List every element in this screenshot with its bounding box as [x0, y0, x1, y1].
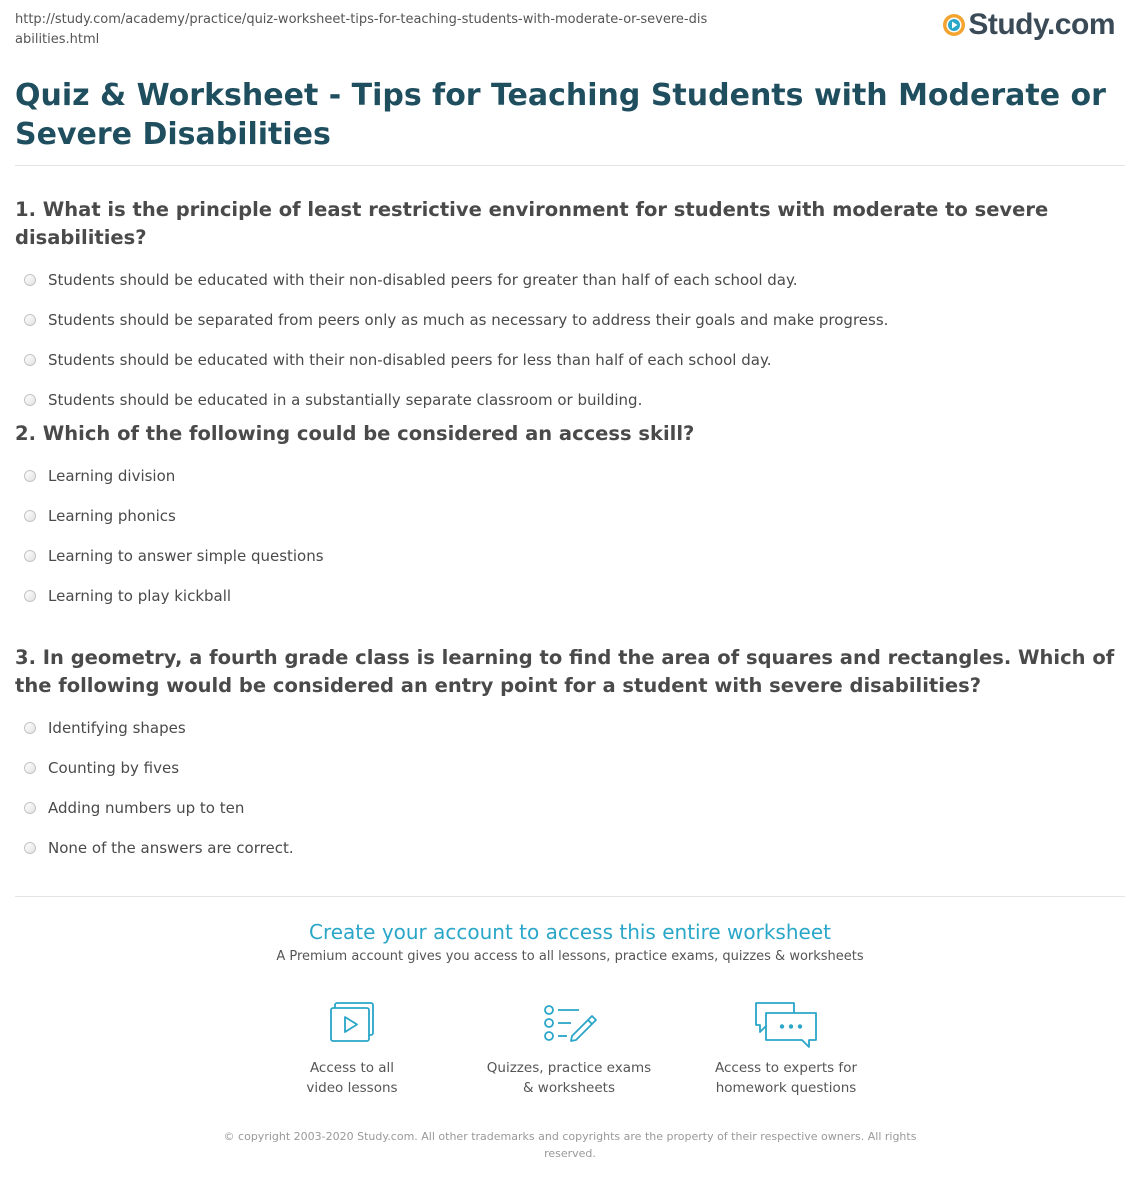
cta-subtitle: A Premium account gives you access to all lessons, practice exams, quizzes & worksheets: [276, 949, 864, 964]
answer-text: Learning to answer simple questions: [48, 547, 324, 565]
answer-text: Adding numbers up to ten: [48, 799, 245, 817]
radio-button[interactable]: [24, 274, 36, 286]
answer-option[interactable]: [15, 576, 1130, 616]
feature-label-line: Access to all: [309, 1060, 395, 1076]
feature-experts: [686, 1000, 886, 1098]
answer-text: Students should be educated with their non-disabled peers for greater than half of each school day.: [48, 271, 798, 289]
answer-text: Learning phonics: [48, 507, 176, 525]
answer-list: [15, 456, 1130, 616]
page-url[interactable]: http://study.com/academy/practice/quiz-worksheet-tips-for-teaching-students-with-moderate-or-severe-disabilities.html: [15, 12, 708, 47]
radio-button[interactable]: [24, 762, 36, 774]
play-logo-icon: [942, 13, 966, 37]
answer-text: Counting by fives: [48, 759, 180, 777]
answer-option[interactable]: [15, 788, 1130, 828]
radio-button[interactable]: [24, 550, 36, 562]
answer-list: [15, 260, 1130, 420]
study-logo[interactable]: [942, 10, 1115, 40]
radio-button[interactable]: [24, 470, 36, 482]
answer-text: Students should be educated with their non-disabled peers for less than half of each school day.: [48, 351, 772, 369]
answer-option[interactable]: [15, 380, 1130, 420]
answer-text: None of the answers are correct.: [48, 839, 294, 857]
question-2: [15, 420, 1130, 616]
answer-option[interactable]: [15, 708, 1130, 748]
copyright-footer: © copyright 2003-2020 Study.com. All other trademarks and copyrights are the property of their respective owners. All rights reserved.: [223, 1130, 917, 1160]
answer-option[interactable]: [15, 536, 1130, 576]
question-text: 3. In geometry, a fourth grade class is learning to find the area of squares and rectangles. Which of the following would be considered an entry point for a student with severe disabilities?: [15, 646, 1115, 697]
answer-text: Learning to play kickball: [48, 587, 232, 605]
answer-list: [15, 708, 1130, 868]
cta-title-link[interactable]: Create your account to access this entire worksheet: [309, 920, 831, 944]
signup-cta: [0, 916, 1140, 966]
radio-button[interactable]: [24, 842, 36, 854]
radio-button[interactable]: [24, 394, 36, 406]
answer-text: Identifying shapes: [48, 719, 186, 737]
feature-video-lessons: [252, 1000, 452, 1098]
answer-text: Learning division: [48, 467, 176, 485]
answer-option[interactable]: [15, 828, 1130, 868]
logo-text: Study.com: [968, 8, 1115, 41]
quiz-checklist-icon: [539, 1000, 599, 1046]
radio-button[interactable]: [24, 802, 36, 814]
feature-quizzes: [469, 1000, 669, 1098]
answer-option[interactable]: [15, 260, 1130, 300]
feature-label-line: homework questions: [715, 1080, 857, 1096]
answer-option[interactable]: [15, 300, 1130, 340]
radio-button[interactable]: [24, 314, 36, 326]
feature-label-line: & worksheets: [522, 1080, 615, 1096]
answer-option[interactable]: [15, 456, 1130, 496]
feature-label-line: video lessons: [306, 1080, 398, 1096]
answer-text: Students should be educated in a substantially separate classroom or building.: [48, 391, 643, 409]
radio-button[interactable]: [24, 722, 36, 734]
radio-button[interactable]: [24, 510, 36, 522]
question-3: [15, 644, 1130, 868]
answer-option[interactable]: [15, 748, 1130, 788]
feature-label-line: Access to experts for: [714, 1060, 857, 1076]
question-text: 2. Which of the following could be considered an access skill?: [15, 422, 695, 445]
page-header: [15, 10, 1125, 58]
answer-option[interactable]: [15, 340, 1130, 380]
answer-text: Students should be separated from peers only as much as necessary to address their goals and make progress.: [48, 311, 889, 329]
video-lessons-icon: [326, 1000, 378, 1046]
question-text: 1. What is the principle of least restrictive environment for students with moderate to severe disabilities?: [15, 198, 1049, 249]
answer-option[interactable]: [15, 496, 1130, 536]
page-title: Quiz & Worksheet - Tips for Teaching Students with Moderate or Severe Disabilities: [15, 78, 1106, 152]
feature-list: [0, 1000, 1140, 1110]
radio-button[interactable]: [24, 354, 36, 366]
radio-button[interactable]: [24, 590, 36, 602]
feature-label-line: Quizzes, practice exams: [486, 1060, 652, 1076]
divider: [15, 896, 1125, 897]
question-1: [15, 196, 1130, 420]
divider: [15, 165, 1125, 166]
chat-bubbles-icon: [753, 1000, 819, 1050]
